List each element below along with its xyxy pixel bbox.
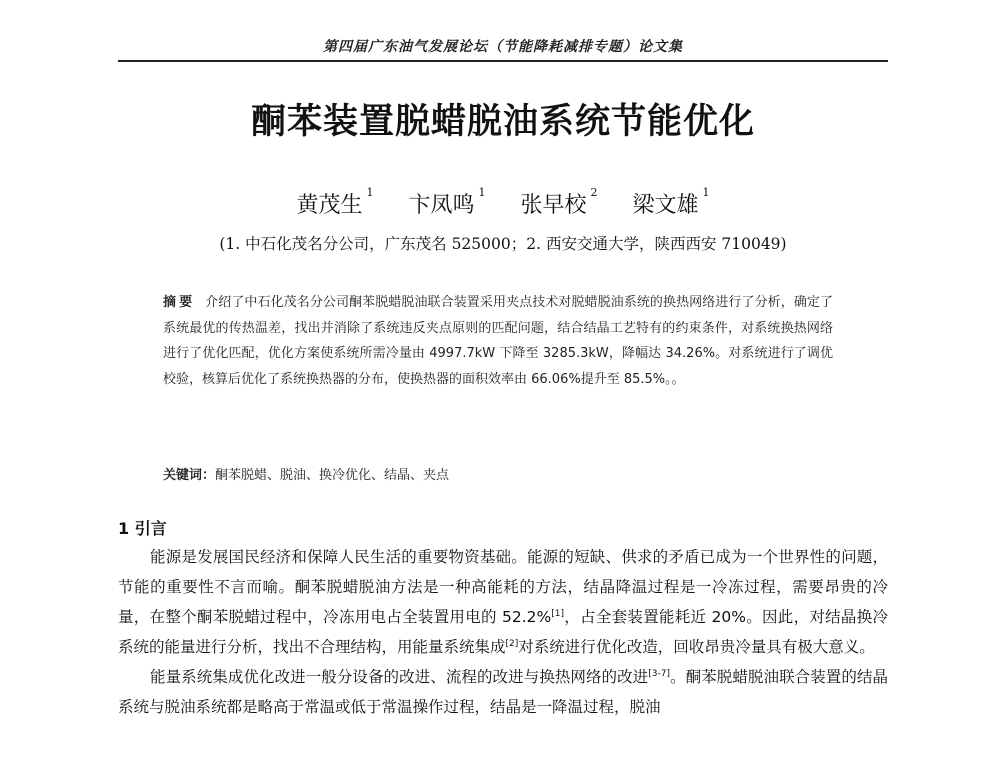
paragraph-text: ，占全套装置能耗近 20%。因此，对结晶换冷系统的能量进行分析，找出不合理结构，用能量系统集成	[118, 608, 888, 656]
header-rule	[118, 60, 888, 62]
abstract-label: 摘要	[163, 295, 196, 310]
affiliations: (1. 中石化茂名分公司，广东茂名 525000；2. 西安交通大学，陕西西安 710049)	[219, 235, 787, 253]
author-list	[118, 188, 888, 219]
author-affiliation-mark: 1	[478, 186, 486, 199]
paragraph-text: 。酮苯脱蜡脱油联合装置的结晶系统与脱油系统都是略高于常温或低于常温操作过程，结晶是一降温过程，脱油	[118, 668, 888, 716]
author	[521, 188, 598, 219]
author	[296, 188, 373, 219]
paragraph-text: 对系统进行优化改造，回收昂贵冷量具有极大意义。	[518, 638, 875, 656]
author-name: 黄茂生	[296, 193, 363, 218]
paragraph	[118, 662, 888, 722]
author	[633, 188, 710, 219]
citation[interactable]: [1]	[551, 609, 564, 619]
author-name: 卞凤鸣	[408, 193, 475, 218]
paragraph-text: 能源是发展国民经济和保障人民生活的重要物资基础。能源的短缺、供求的矛盾已成为一个世界性的问题，节能的重要性不言而喻。酮苯脱蜡脱油方法是一种高能耗的方法，结晶降温过程是一冷冻过程，需要昂贵的冷量，在整个酮苯脱蜡过程中，冷冻用电占全装置用电的 52.2%	[118, 548, 888, 626]
citation[interactable]: [3-7]	[648, 669, 670, 679]
abstract	[163, 290, 833, 392]
paragraph-text: 能量系统集成优化改进一般分设备的改进、流程的改进与换热网络的改进	[150, 668, 649, 686]
author-affiliation-mark: 2	[590, 186, 598, 199]
citation[interactable]: [2]	[505, 639, 519, 649]
keywords	[163, 464, 833, 483]
running-header: 第四届广东油气发展论坛（节能降耗减排专题）论文集	[323, 39, 683, 55]
keywords-text: 酮苯脱蜡、脱油、换冷优化、结晶、夹点	[215, 468, 450, 483]
author-affiliation-mark: 1	[702, 186, 710, 199]
paper-title: 酮苯装置脱蜡脱油系统节能优化	[250, 102, 755, 142]
author	[408, 188, 485, 219]
paragraph	[118, 542, 888, 662]
keywords-label: 关键词：	[163, 468, 216, 483]
author-name: 张早校	[520, 193, 587, 218]
section-heading: 1 引言	[118, 519, 167, 538]
abstract-text: 介绍了中石化茂名分公司酮苯脱蜡脱油联合装置采用夹点技术对脱蜡脱油系统的换热网络进行了分析，确定了系统最优的传热温差，找出并消除了系统违反夹点原则的匹配问题，结合结晶工艺特有的约束条件，对系统换热网络进行了优化匹配，优化方案使系统所需冷量由 4997.7kW 下降至 3285.3kW，降幅达 34.26%。对系统进行了调优校验，核算后优化了系统换热器的分布，使换热器的面积效率由 66.06%提升至 85.5%。。	[163, 295, 833, 387]
author-affiliation-mark: 1	[366, 186, 374, 199]
author-name: 梁文雄	[632, 193, 699, 218]
body-text	[118, 542, 888, 722]
